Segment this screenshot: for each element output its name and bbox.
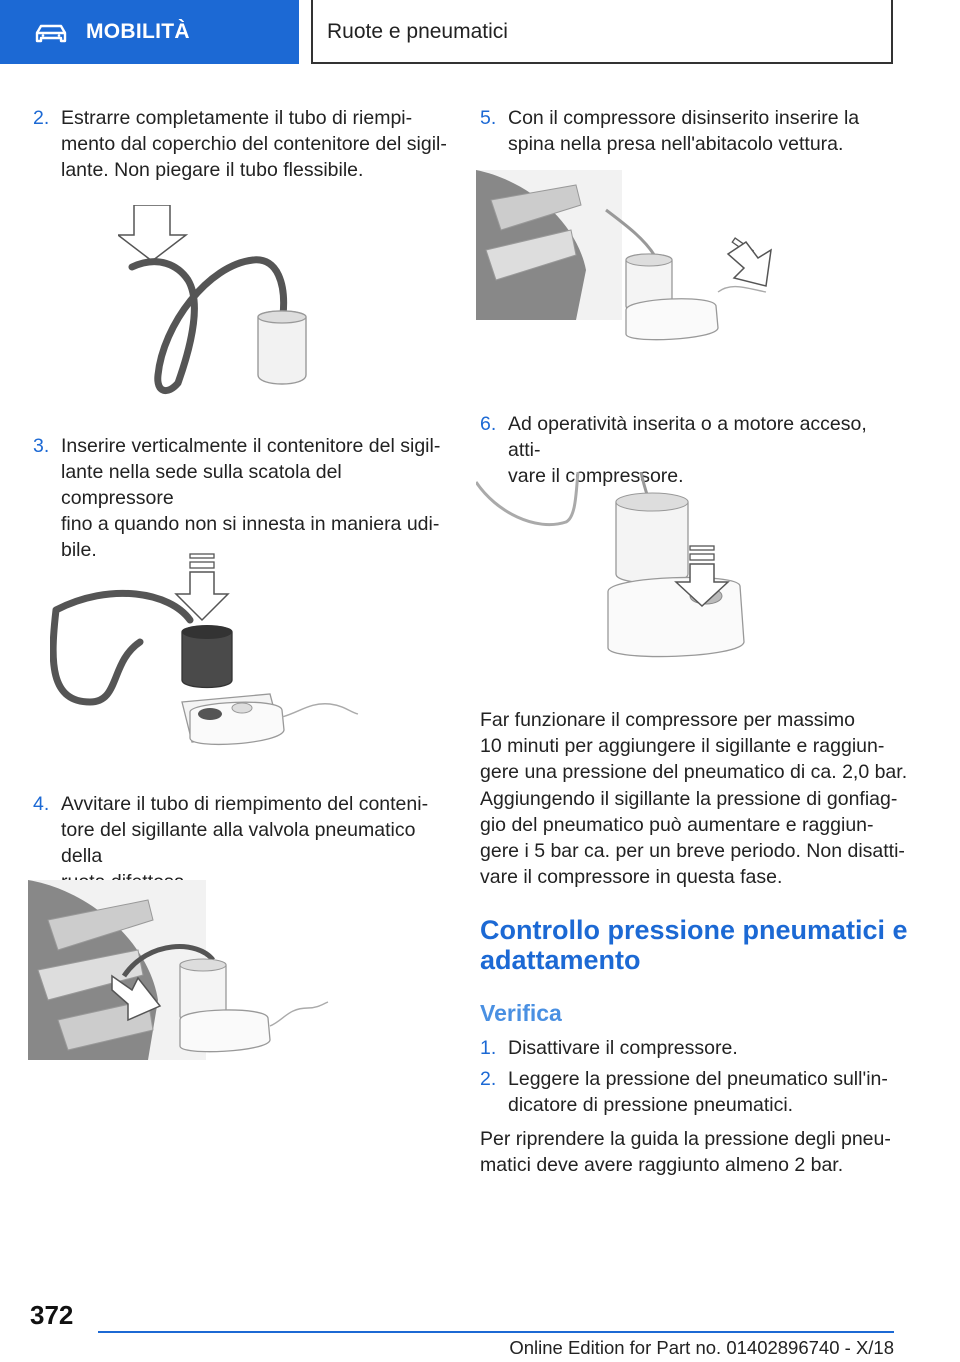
step-line: Inserire verticalmente il contenitore del sigil- — [61, 435, 441, 457]
step-number: 4. — [33, 793, 50, 815]
footer-edition: Online Edition for Part no. 01402896740 - X/18 — [509, 1337, 894, 1358]
step-text — [61, 433, 453, 563]
step-text — [508, 1066, 888, 1118]
step-line: mento dal coperchio del contenitore del sigil- — [61, 133, 447, 155]
section-tab — [0, 0, 299, 64]
paragraph-pressure-note — [480, 786, 910, 890]
step-number: 3. — [33, 435, 50, 457]
page-number: 372 — [30, 1300, 74, 1330]
step-line: lante nella sede sulla scatola del compressore — [61, 461, 342, 509]
step-number: 2. — [480, 1068, 497, 1090]
paragraph-line: Aggiungendo il sigillante la pressione di gonfiag- — [480, 788, 898, 810]
step-line: lante. Non piegare il tubo flessibile. — [61, 159, 364, 181]
paragraph-line: gere i 5 bar ca. per un breve periodo. Non disatti- — [480, 840, 905, 862]
heading-line: adattamento — [480, 945, 641, 975]
footer-divider — [98, 1331, 894, 1333]
paragraph-line: 10 minuti per aggiungere il sigillante e raggiun- — [480, 735, 885, 757]
step-number: 1. — [480, 1037, 497, 1059]
step-number: 6. — [480, 413, 497, 435]
attach-hose-to-wheel-illustration — [28, 880, 338, 1060]
sealant-hose-illustration — [118, 205, 318, 400]
step-text — [61, 105, 447, 183]
paragraph-line: gio del pneumatico può aumentare e raggiun- — [480, 814, 874, 836]
step-line: Avvitare il tubo di riempimento del conteni- — [61, 793, 429, 815]
paragraph-minimum-pressure — [480, 1126, 910, 1178]
chapter-tab — [311, 0, 893, 64]
step-line: fino a quando non si innesta in maniera udi- — [61, 513, 440, 535]
step-line: Ad operatività inserita o a motore acceso, atti- — [508, 413, 867, 461]
start-compressor-illustration — [476, 472, 756, 672]
step-line: vare il compressore. — [508, 465, 684, 487]
heading-line: Controllo pressione pneumatici e — [480, 915, 908, 945]
paragraph-line: gere una pressione del pneumatico di ca. 2,0 bar. — [480, 761, 908, 783]
step-line: tore del sigillante alla valvola pneumatico della — [61, 819, 416, 867]
car-icon — [34, 24, 68, 44]
step-text — [508, 105, 859, 157]
step-line: Estrarre completamente il tubo di riempi- — [61, 107, 413, 129]
section-heading — [480, 915, 920, 975]
step-line: Disattivare il compressore. — [508, 1037, 738, 1059]
chapter-title: Ruote e pneumatici — [327, 20, 508, 43]
paragraph-line: Far funzionare il compressore per massimo — [480, 709, 855, 731]
step-line: bile. — [61, 539, 97, 561]
paragraph-line: vare il compressore in questa fase. — [480, 866, 783, 888]
insert-sealant-illustration — [50, 552, 370, 752]
step-text — [508, 1035, 738, 1061]
subsection-heading: Verifica — [480, 1000, 562, 1026]
step-line: spina nella presa nell'abitacolo vettura. — [508, 133, 844, 155]
step-number: 2. — [33, 107, 50, 129]
paragraph-duration — [480, 707, 910, 785]
paragraph-line: Per riprendere la guida la pressione degli pneu- — [480, 1128, 891, 1150]
step-line: Con il compressore disinserito inserire la — [508, 107, 860, 129]
section-title: MOBILITÀ — [86, 20, 190, 43]
step-line: Leggere la pressione del pneumatico sull'in- — [508, 1068, 888, 1090]
step-line: dicatore di pressione pneumatici. — [508, 1094, 794, 1116]
plug-compressor-illustration — [476, 170, 776, 350]
step-number: 5. — [480, 107, 497, 129]
paragraph-line: matici deve avere raggiunto almeno 2 bar. — [480, 1154, 844, 1176]
